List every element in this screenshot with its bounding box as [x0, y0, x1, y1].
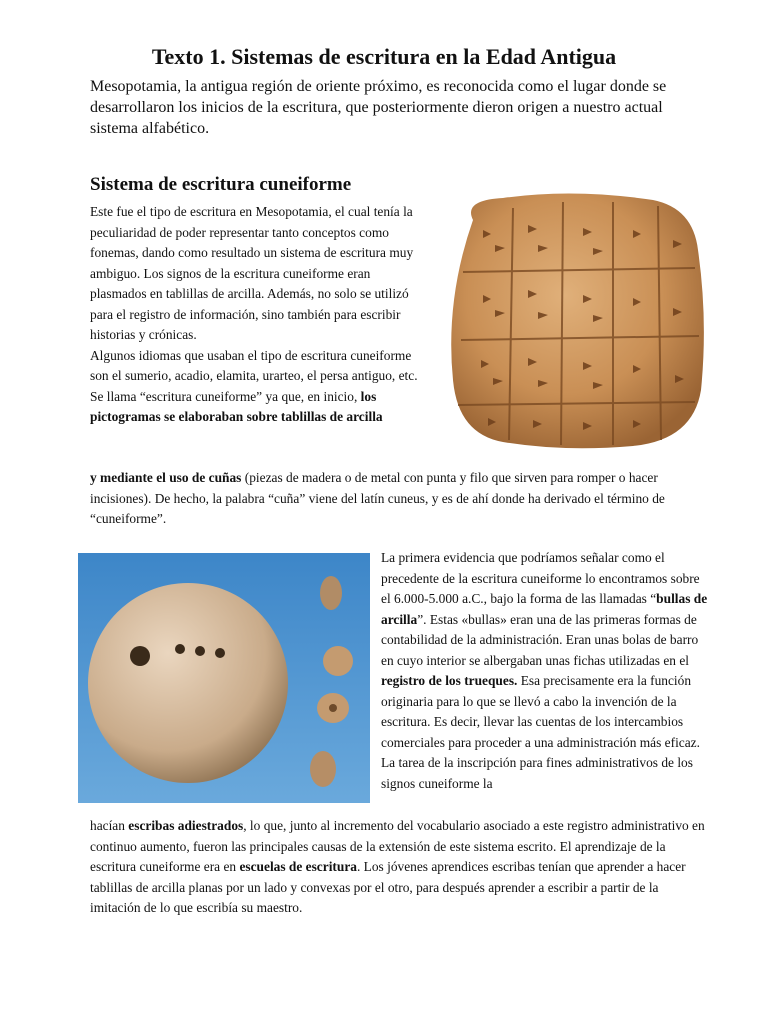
document-title: Texto 1. Sistemas de escritura en la Edad Antigua — [151, 44, 617, 69]
text-span: hacían — [90, 818, 129, 833]
bold-text: escuelas de escritura — [239, 859, 357, 874]
section-title: Sistema de escritura cuneiforme — [90, 174, 352, 195]
paragraph-languages: Algunos idiomas que usaban el tipo de escritura cuneiforme son el sumerio, acadio, elamita, urarteo, el persa antiguo, etc. — [90, 347, 418, 383]
text-span: Se llama “escritura cuneiforme” ya que, en inicio, — [90, 388, 361, 404]
bold-text: bullas de arcilla — [381, 591, 708, 627]
intro-paragraph: Mesopotamia, la antigua región de oriente próximo, es reconocida como el lugar donde se desarrollaron los inicios de la escritura, que posteriormente dieron origen a nuestro actual sistema alfabético. — [90, 78, 667, 137]
bold-text: y mediante el uso de cuñas — [90, 470, 242, 485]
paragraph-wedges — [90, 468, 705, 530]
paragraph-scribes — [90, 816, 710, 919]
clay-bulla-image — [78, 553, 370, 803]
paragraph-bullas — [381, 548, 711, 794]
text-span: Esa precisamente era la función originaria para lo que se llevó a cabo la invención de la escritura. Es decir, llevar las cuentas de los intercambios comerciales para proceder a una administración más eficaz. La tarea de la inscripción para fines administrativos de los signos cuneiforme la — [381, 673, 700, 791]
text-span: , lo que, junto al incremento del vocabulario asociado a este registro administrativo en continuo aumento, fueron las principales causas de la extensión de este sistema escrito. El aprendizaje de la escritura cuneiforme era en — [90, 818, 705, 874]
text-span: (piezas de madera o de metal con punta y filo que sirven para romper o hacer incisiones). De hecho, la palabra “cuña” viene del latín cuneus, y es de ahí donde ha derivado el término de “cuneiforme”. — [90, 470, 665, 526]
text-span: La primera evidencia que podríamos señalar como el precedente de la escritura cuneiforme lo encontramos sobre el 6.000-5.000 a.C., bajo la forma de las llamadas “ — [381, 550, 700, 606]
left-column-text — [90, 202, 425, 428]
bold-text: los pictogramas se elaboraban sobre tablillas de arcilla — [90, 388, 383, 424]
text-span: . Los jóvenes aprendices escribas tenían que aprender a hacer tablillas de arcilla planas por un lado y convexas por el otro, para después aprender a escribir a partir de la imitación de lo que escribía su maestro. — [90, 859, 686, 915]
paragraph-name-origin — [90, 387, 425, 428]
paragraph-description: Este fue el tipo de escritura en Mesopotamia, el cual tenía la peculiaridad de poder representar tanto conceptos como fonemas, dando como resultado un sistema de escritura muy ambiguo. Los signos de la escritura cuneiforme eran plasmados en tablillas de arcilla. Además, no solo se utilizó para el registro de información, sino también para escribir historias y crónicas. — [90, 204, 414, 342]
text-span: ”. Estas «bullas» eran una de las primeras formas de contabilidad de la administración. Eran unas bolas de barro en cuyo interior se albergaban unas fichas utilizadas en el — [381, 611, 699, 668]
bold-text: registro de los trueques. — [381, 673, 518, 688]
cuneiform-tablet-image — [443, 190, 708, 452]
bold-text: escribas adiestrados — [128, 818, 244, 833]
